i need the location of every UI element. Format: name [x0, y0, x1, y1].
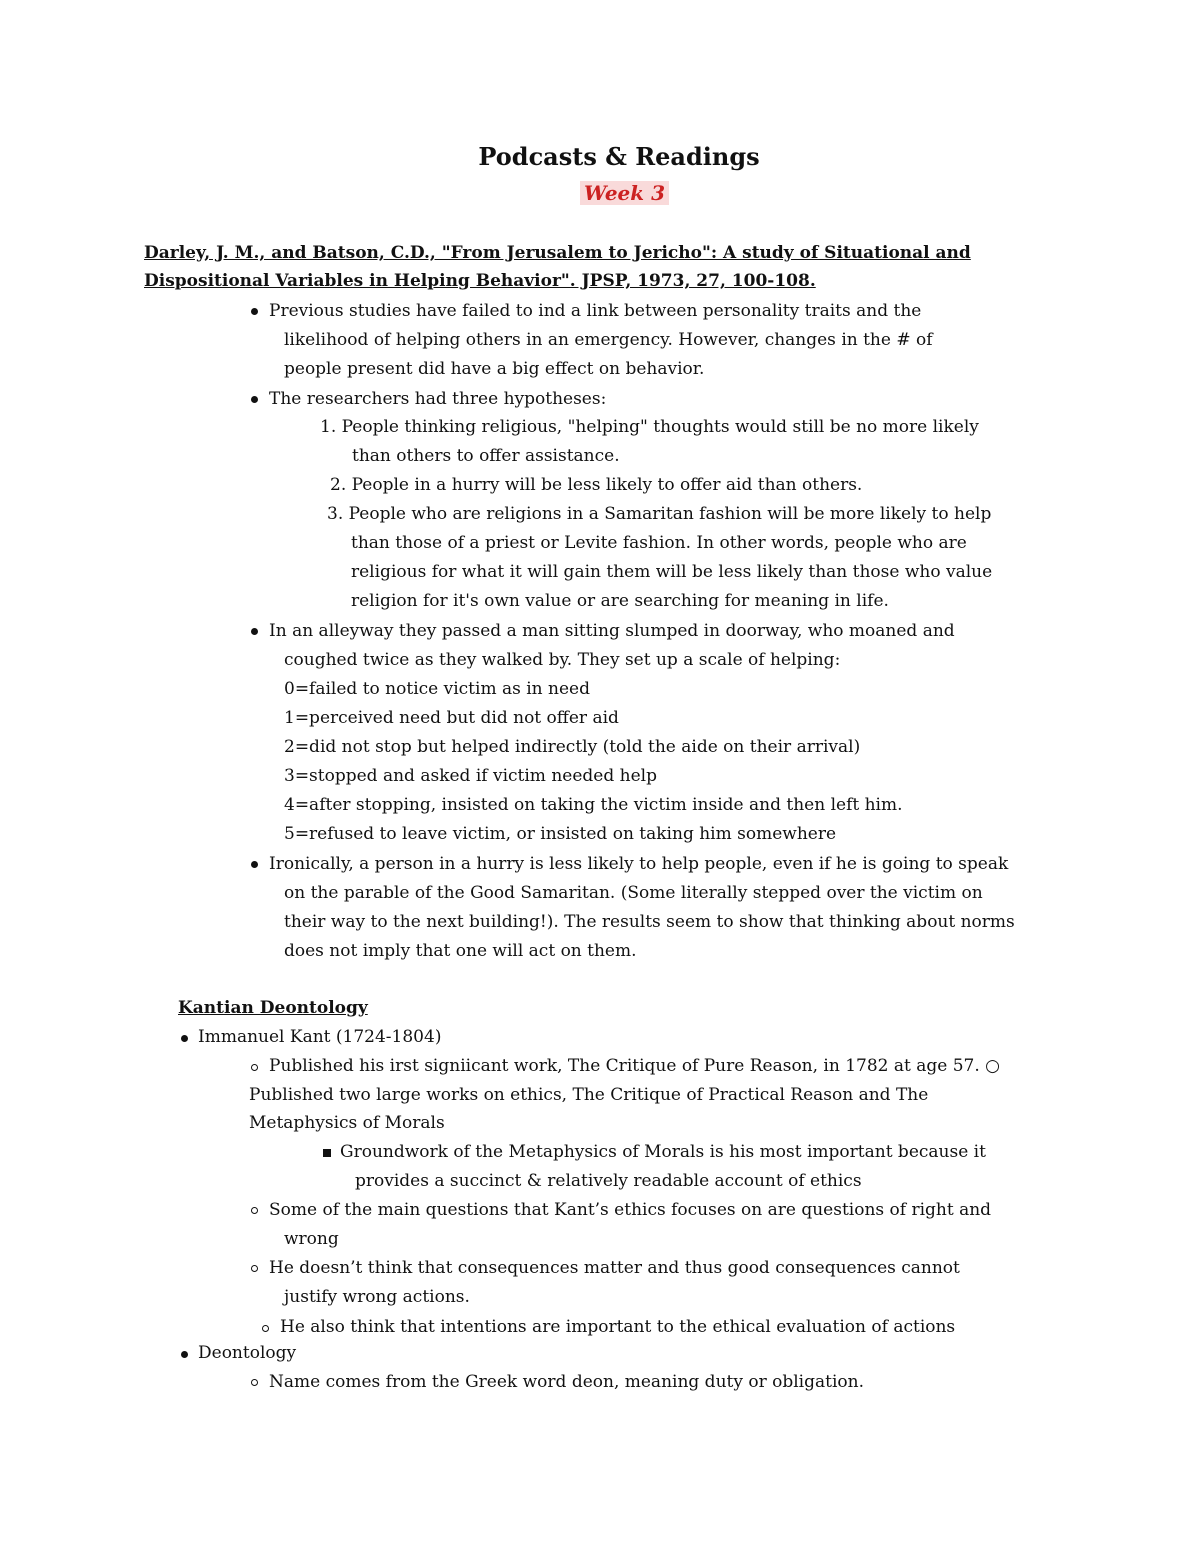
week-label: Week 3 [580, 181, 669, 205]
circle-bullet-icon [262, 1325, 269, 1332]
kant-point-1c-line-2: justify wrong actions. [284, 1287, 470, 1307]
study-point-4-line-1: Ironically, a person in a hurry is less likely to help people, even if he is going to speak [269, 854, 1009, 874]
kant-point-1a-line-2: Published two large works on ethics, The Critique of Practical Reason and The [249, 1085, 929, 1105]
kant-point-1b-line-2: wrong [284, 1229, 339, 1249]
bullet-icon [181, 1351, 188, 1358]
study-point-4-line-4: does not imply that one will act on them. [284, 941, 637, 961]
study-point-1-line-3: people present did have a big effect on behavior. [284, 359, 705, 379]
bullet-icon [251, 396, 258, 403]
study-point-1-line-1: Previous studies have failed to ind a link between personality traits and the [269, 301, 922, 321]
study-point-3-line-2: coughed twice as they walked by. They set up a scale of helping: [284, 650, 841, 670]
kant-point-2: Deontology [198, 1343, 297, 1363]
square-bullet-icon [323, 1149, 331, 1157]
reference-line-1: Darley, J. M., and Batson, C.D., "From Jerusalem to Jericho": A study of Situational and [144, 243, 971, 263]
study-point-1-line-2: likelihood of helping others in an emergency. However, changes in the # of [284, 330, 933, 350]
hypothesis-3-line-2: than those of a priest or Levite fashion. In other words, people who are [351, 533, 967, 553]
kant-point-1a-sub-line-1: Groundwork of the Metaphysics of Morals is his most important because it [340, 1142, 986, 1162]
circle-bullet-icon [251, 1265, 258, 1272]
study-point-4-line-2: on the parable of the Good Samaritan. (Some literally stepped over the victim on [284, 883, 983, 903]
study-point-4-line-3: their way to the next building!). The results seem to show that thinking about norms [284, 912, 1015, 932]
reference-line-2: Dispositional Variables in Helping Behavior". JPSP, 1973, 27, 100-108. [144, 271, 816, 291]
hypothesis-3-line-4: religion for it's own value or are searching for meaning in life. [351, 591, 889, 611]
scale-item-1: 1=perceived need but did not offer aid [284, 708, 619, 728]
kant-point-1a-line-3: Metaphysics of Morals [249, 1113, 445, 1133]
kant-point-1: Immanuel Kant (1724-1804) [198, 1027, 442, 1047]
circle-bullet-icon [251, 1064, 258, 1071]
bullet-icon [251, 861, 258, 868]
scale-item-0: 0=failed to notice victim as in need [284, 679, 590, 699]
hypothesis-1-line-2: than others to offer assistance. [352, 446, 620, 466]
hypothesis-3-line-1: 3. People who are religions in a Samaritan fashion will be more likely to help [327, 504, 992, 524]
bullet-icon [251, 308, 258, 315]
scale-item-2: 2=did not stop but helped indirectly (told the aide on their arrival) [284, 737, 861, 757]
hypothesis-3-line-3: religious for what it will gain them will be less likely than those who value [351, 562, 993, 582]
section-heading-kantian-deontology: Kantian Deontology [178, 998, 368, 1018]
kant-point-2a: Name comes from the Greek word deon, meaning duty or obligation. [269, 1372, 864, 1392]
kant-point-1c-line-1: He doesn’t think that consequences matter and thus good consequences cannot [269, 1258, 960, 1278]
scale-item-4: 4=after stopping, insisted on taking the victim inside and then left him. [284, 795, 903, 815]
bullet-icon [181, 1035, 188, 1042]
kant-point-1a-sub-line-2: provides a succinct & relatively readable account of ethics [355, 1171, 862, 1191]
page-title: Podcasts & Readings [478, 142, 760, 171]
kant-point-1d: He also think that intentions are important to the ethical evaluation of actions [280, 1317, 956, 1337]
scale-item-3: 3=stopped and asked if victim needed help [284, 766, 657, 786]
scale-item-5: 5=refused to leave victim, or insisted on taking him somewhere [284, 824, 837, 844]
study-point-2: The researchers had three hypotheses: [269, 389, 607, 409]
hypothesis-1-line-1: 1. People thinking religious, "helping" thoughts would still be no more likely [320, 417, 979, 437]
bullet-icon [251, 628, 258, 635]
hypothesis-2: 2. People in a hurry will be less likely to offer aid than others. [330, 475, 863, 495]
kant-point-1b-line-1: Some of the main questions that Kant’s ethics focuses on are questions of right and [269, 1200, 992, 1220]
circle-bullet-icon [251, 1207, 258, 1214]
study-point-3-line-1: In an alleyway they passed a man sitting slumped in doorway, who moaned and [269, 621, 955, 641]
kant-point-1a-line-1: Published his irst signiicant work, The Critique of Pure Reason, in 1782 at age 57. ○ [269, 1056, 1001, 1076]
circle-bullet-icon [251, 1379, 258, 1386]
